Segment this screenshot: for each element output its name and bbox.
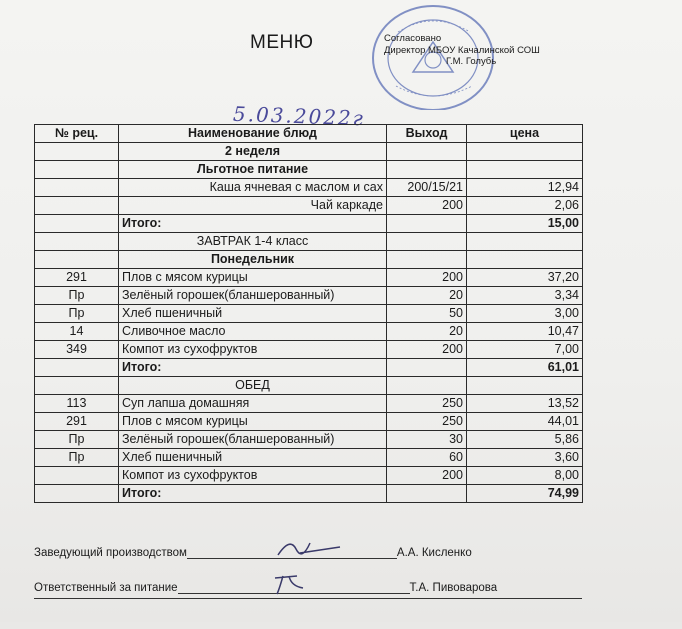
cell-recipe-num: Пр <box>35 449 119 467</box>
responsible-name: Т.А. Пивоварова <box>409 582 498 594</box>
cell-output <box>387 485 467 503</box>
menu-table <box>34 124 583 503</box>
cell-output <box>387 215 467 233</box>
cell-output: 200 <box>387 467 467 485</box>
cell-price: 12,94 <box>467 179 583 197</box>
table-row <box>35 359 583 377</box>
table-row <box>35 323 583 341</box>
manager-signature-line <box>34 547 472 559</box>
table-row <box>35 269 583 287</box>
cell-dish-name: Компот из сухофруктов <box>119 467 387 485</box>
column-header-num: № рец. <box>35 125 119 143</box>
cell-dish-name: Компот из сухофруктов <box>119 341 387 359</box>
cell-price <box>467 143 583 161</box>
page-title: МЕНЮ <box>250 32 314 53</box>
table-row <box>35 341 583 359</box>
cell-recipe-num: Пр <box>35 287 119 305</box>
cell-price: 10,47 <box>467 323 583 341</box>
table-header-row <box>35 125 583 143</box>
cell-recipe-num <box>35 215 119 233</box>
table-row <box>35 161 583 179</box>
cell-dish-name: Итого: <box>119 215 387 233</box>
cell-dish-name: Плов с мясом курицы <box>119 269 387 287</box>
handwritten-date: 5.03.2022г <box>232 101 366 131</box>
approval-line: Директор МБОУ Качалинской СОШ <box>384 44 540 56</box>
cell-dish-name: Льготное питание <box>119 161 387 179</box>
cell-recipe-num <box>35 143 119 161</box>
table-row <box>35 197 583 215</box>
table-row <box>35 431 583 449</box>
cell-recipe-num: 291 <box>35 269 119 287</box>
cell-dish-name: Сливочное масло <box>119 323 387 341</box>
cell-dish-name: Зелёный горошек(бланшерованный) <box>119 287 387 305</box>
approval-block <box>384 33 540 68</box>
cell-dish-name: Чай каркаде <box>119 197 387 215</box>
table-row <box>35 179 583 197</box>
table-row <box>35 395 583 413</box>
cell-recipe-num <box>35 233 119 251</box>
cell-price: 7,00 <box>467 341 583 359</box>
cell-output <box>387 377 467 395</box>
cell-recipe-num: Пр <box>35 305 119 323</box>
cell-price: 13,52 <box>467 395 583 413</box>
cell-dish-name: Суп лапша домашняя <box>119 395 387 413</box>
table-continuation <box>34 598 582 629</box>
cell-output <box>387 251 467 269</box>
cell-dish-name: Плов с мясом курицы <box>119 413 387 431</box>
cell-price <box>467 161 583 179</box>
cell-dish-name: Итого: <box>119 485 387 503</box>
responsible-label: Ответственный за питание <box>34 582 178 594</box>
cell-price: 37,20 <box>467 269 583 287</box>
cell-price: 3,34 <box>467 287 583 305</box>
cell-output: 30 <box>387 431 467 449</box>
table-row <box>35 413 583 431</box>
cell-recipe-num <box>35 485 119 503</box>
cell-recipe-num <box>35 377 119 395</box>
cell-output: 60 <box>387 449 467 467</box>
table-row <box>35 305 583 323</box>
cell-recipe-num <box>35 251 119 269</box>
column-header-output: Выход <box>387 125 467 143</box>
cell-recipe-num: 113 <box>35 395 119 413</box>
cell-output <box>387 161 467 179</box>
cell-price: 8,00 <box>467 467 583 485</box>
cell-price: 3,60 <box>467 449 583 467</box>
cell-recipe-num <box>35 197 119 215</box>
cell-output: 200/15/21 <box>387 179 467 197</box>
approval-line: Г.М. Голубь <box>446 56 497 67</box>
cell-output: 20 <box>387 287 467 305</box>
cell-output: 20 <box>387 323 467 341</box>
table-row <box>35 467 583 485</box>
cell-price <box>467 251 583 269</box>
cell-dish-name: Зелёный горошек(бланшерованный) <box>119 431 387 449</box>
cell-price: 61,01 <box>467 359 583 377</box>
cell-dish-name: Хлеб пшеничный <box>119 449 387 467</box>
cell-output: 50 <box>387 305 467 323</box>
cell-price: 5,86 <box>467 431 583 449</box>
cell-recipe-num <box>35 359 119 377</box>
cell-recipe-num: 291 <box>35 413 119 431</box>
approval-line: Согласовано <box>384 33 442 44</box>
cell-output <box>387 359 467 377</box>
cell-recipe-num <box>35 161 119 179</box>
cell-output: 200 <box>387 341 467 359</box>
table-row <box>35 143 583 161</box>
cell-output: 200 <box>387 269 467 287</box>
cell-output <box>387 233 467 251</box>
cell-price: 15,00 <box>467 215 583 233</box>
table-row <box>35 215 583 233</box>
cell-dish-name: Хлеб пшеничный <box>119 305 387 323</box>
table-row <box>35 233 583 251</box>
table-row <box>35 287 583 305</box>
cell-recipe-num <box>35 467 119 485</box>
cell-output <box>387 143 467 161</box>
cell-dish-name: Понедельник <box>119 251 387 269</box>
manager-signature-icon <box>270 535 350 561</box>
cell-output: 200 <box>387 197 467 215</box>
cell-dish-name: Каша ячневая с маслом и сах <box>119 179 387 197</box>
manager-name: А.А. Кисленко <box>396 547 472 559</box>
cell-dish-name: ЗАВТРАК 1-4 класс <box>119 233 387 251</box>
cell-dish-name: 2 неделя <box>119 143 387 161</box>
table-row <box>35 377 583 395</box>
cell-dish-name: ОБЕД <box>119 377 387 395</box>
cell-price: 44,01 <box>467 413 583 431</box>
cell-price <box>467 233 583 251</box>
cell-recipe-num: Пр <box>35 431 119 449</box>
manager-label: Заведующий производством <box>34 547 187 559</box>
cell-recipe-num: 349 <box>35 341 119 359</box>
cell-output: 250 <box>387 395 467 413</box>
cell-price <box>467 377 583 395</box>
column-header-name: Наименование блюд <box>119 125 387 143</box>
cell-price: 3,00 <box>467 305 583 323</box>
column-header-price: цена <box>467 125 583 143</box>
table-row <box>35 485 583 503</box>
cell-price: 74,99 <box>467 485 583 503</box>
responsible-signature-icon <box>265 570 325 596</box>
cell-dish-name: Итого: <box>119 359 387 377</box>
cell-recipe-num <box>35 179 119 197</box>
table-row <box>35 449 583 467</box>
cell-recipe-num: 14 <box>35 323 119 341</box>
table-row <box>35 251 583 269</box>
cell-price: 2,06 <box>467 197 583 215</box>
cell-output: 250 <box>387 413 467 431</box>
